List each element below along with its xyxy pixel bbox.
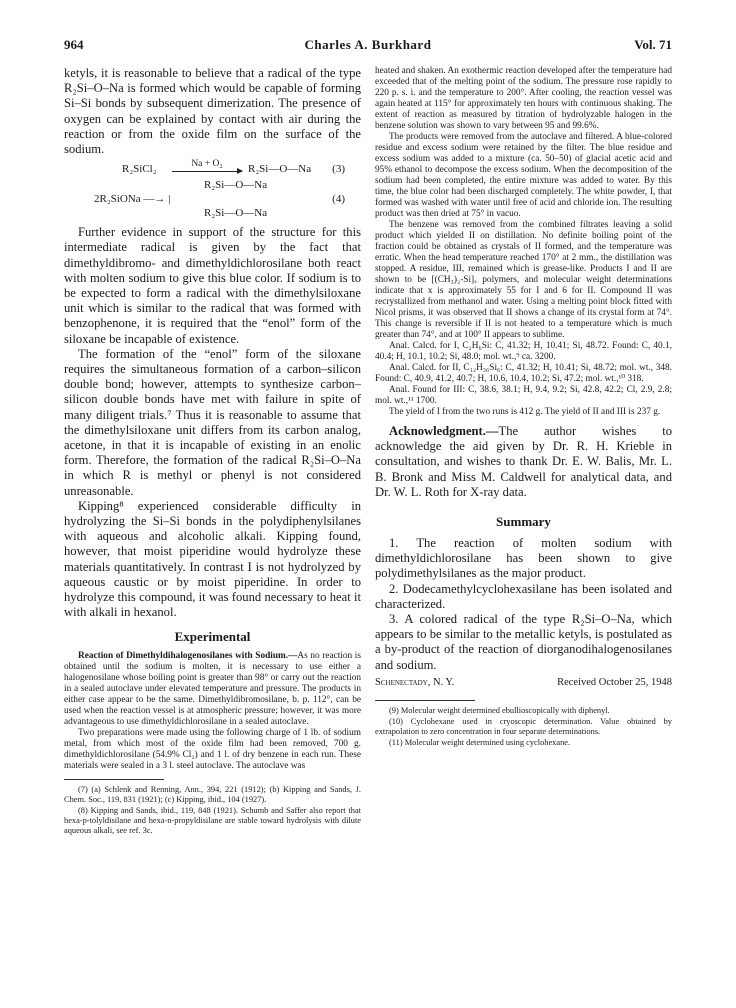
- footnote-7: (7) (a) Schlenk and Renning, Ann., 394, 221 (1912); (b) Kipping and Sands, J. Chem. Soc., 119, 831 (1921); (c) Kipping, ibid., 104 (1927).: [64, 784, 361, 804]
- footnote-rule-right: [375, 700, 475, 701]
- right-column: [375, 66, 672, 750]
- ack-text: The author wishes to acknowledge the aid given by Dr. R. H. Krieble in consultation, and wishes to thank Dr. E. W. Balis, Mr. L. B. Bronk and Miss M. Caldwell for analytical data, and Dr. W. L. Roth for X-ray data.: [375, 424, 672, 499]
- analysis-1: Anal. Calcd. for I, C₂H₆Si: C, 41.32; H, 10.41; Si, 48.72. Found: C, 40.1, 40.4; H, 10.1, 10.2; Si, 48.0; mol. wt.,⁹ ca. 3200.: [375, 341, 672, 362]
- eq3-arrow: [172, 159, 242, 172]
- footnote-8: (8) Kipping and Sands, ibid., 119, 848 (1921). Schumb and Saffer also report that hexa-p-tolyldisilane and hexa-n-propyldisilane are stable toward hydrolysis with dilute aqueous alkali, see ref. 3c.: [64, 805, 361, 836]
- running-author: Charles A. Burkhard: [304, 37, 432, 52]
- footnote-10: (10) Cyclohexane used in cryoscopic determination. Value obtained by extrapolation to zero concentration in four separate determinations.: [375, 717, 672, 737]
- eq4-number: (4): [332, 193, 345, 206]
- summary-item-1: 1. The reaction of molten sodium with dimethyldichlorosilane has been shown to give polydimethylsilanes as the major product.: [375, 536, 672, 581]
- yield-text: The yield of I from the two runs is 412 g. The yield of II and III is 237 g.: [389, 407, 661, 417]
- ack-heading: Acknowledgment.—: [389, 424, 499, 438]
- analysis-2: Anal. Calcd. for II, C₁₂H₃₆Si₆: C, 41.32; H, 10.41; Si, 48.72; mol. wt., 348. Found: C, 40.9, 41.2, 40.7; H, 10.6, 10.4, 10.2; Si, 47.2; mol. wt.,¹⁰ 318.: [375, 363, 672, 384]
- page-number: 964: [64, 37, 84, 52]
- footnote-11: (11) Molecular weight determined using cyclohexane.: [389, 738, 571, 748]
- eq4-bottom: R₂Si—O—Na: [204, 207, 268, 220]
- paragraph-enol: The formation of the “enol” form of the siloxane requires the simultaneous formation of a carbon–silicon double bond; however, attempts to synthesize carbon–silicon double bonds have met with failure in spite of many diligent trials.⁷ Thus it is reasonable to assume that the dimethylsiloxane unit differs from its carbon analog, acetone, in that it is incapable of existing in an enolic form. Therefore, the formation of the radical R₂Si–O–Na in which R is methyl or phenyl is not considered unreasonable.: [64, 346, 361, 498]
- volume-label: Vol. 71: [634, 37, 672, 52]
- acknowledgment: [375, 424, 672, 500]
- equation-3: [64, 159, 361, 177]
- experimental-text-1: As no reaction is obtained until the sodium is molten, it is necessary to use either a halogenosilane whose boiling point is greater than 98° or carry out the reaction in a sealed autoclave under elevated temperature and pressure. The products in either case appear to be the same. Dimethyldibromosilane, b. p. 112°, can be used when the reaction vessel is at atmospheric pressure; however, it was more advantageous to use dimethyldichlorosilane in a sealed autoclave.: [64, 650, 361, 727]
- eq3-reagents: Na + O₂: [191, 159, 223, 170]
- paragraph-benzene: The benzene was removed from the combined filtrates leaving a solid product which yielded II on distillation. No definite boiling point of the fraction could be obtained as crystals of II formed, and the temperature was erratic. When the head temperature reached 170° at 2 mm., the distillation was stopped. A residue, III, remained which is grease-like. Products I and II are shown to be [(CH₃)₂-Si]ₓ polymers, and molecular weight determinations indicate that x is approximately 55 for I and 6 for II. Compound II was recrystallized from methanol and water. Using a melting point block fitted with Nicol prisms, it was observed that II shows a change of its crystal form at 74°. This change is reversible if II is not heated to a temperature which is much greater than 74°, and at 100° II appears to sublime.: [375, 220, 672, 340]
- runin-heading: Reaction of Dimethyldihalogenosilanes with Sodium.—: [78, 650, 298, 661]
- paragraph-products: The products were removed from the autoclave and filtered. A blue-colored residue and excess sodium were retained by the filter. The blue residue and excess sodium was added to a mixture (ca. 50–50) of glacial acetic acid and 95% ethanol to decompose the excess sodium. When the decomposition of the sodium had been completed, the entire mixture was added to water. By this time, the blue color had been discharged completely. The white powder, I, that formed was washed with water until free of acid and chloride ion. The resulting product was then dried at 75° in vacuo.: [375, 132, 672, 219]
- location: Schenectady, N. Y.: [375, 676, 455, 688]
- paragraph-ketyls: ketyls, it is reasonable to believe that a radical of the type R₂Si–O–Na is formed which would be capable of forming Si–Si bonds by subsequent dimerization. The presence of oxygen can be explained by contact with air during the reaction or from the oxide film on the surface of the sodium.: [64, 66, 361, 157]
- paragraph-evidence: Further evidence in support of the structure for this intermediate radical is given by the fact that dimethyldibromo- and dimethyldichlorosilane both react with molten sodium to give this blue color. If sodium is to be expected to form a radical with the dimethylsiloxane unit which is similar to the radical that was formed with benzophenone, it is required that the “enol” form of the siloxane be incapable of existence.: [64, 225, 361, 346]
- running-header: [64, 37, 672, 57]
- section-title-experimental: Experimental: [174, 628, 251, 644]
- footnote-9: (9) Molecular weight determined ebullioscopically with diphenyl.: [389, 705, 610, 715]
- summary-item-3: 3. A colored radical of the type R₂Si–O–Na, which appears to be similar to the metallic ketyls, is postulated as a by-product of the reaction of diorganodihalogenosilanes and sodium.: [375, 612, 672, 672]
- footnote-rule: [64, 779, 164, 780]
- summary-item-2: 2. Dodecamethylcyclohexasilane has been isolated and characterized.: [375, 581, 672, 611]
- eq3-product: R₂Si—O—Na: [248, 163, 312, 176]
- section-title-summary: Summary: [496, 514, 551, 530]
- left-column: [64, 66, 361, 838]
- eq4-top: R₂Si—O—Na: [204, 179, 268, 192]
- paragraph-experimental-2: Two preparations were made using the following charge of 1 lb. of sodium metal, from which most of the oxide film had been removed, 700 g. dimethyldichlorosilane (54.9% Cl₂) and 1 l. of dry benzene in each run. These materials were sealed in a 3 l. steel autoclave. The autoclave was: [64, 727, 361, 771]
- analysis-3: Anal. Found for III: C, 38.6, 38.1; H, 9.4, 9.2; Si, 42.8, 42.2; Cl, 2.9, 2.8; mol. wt.,¹¹ 1700.: [375, 385, 672, 406]
- paragraph-experimental-1: [64, 651, 361, 728]
- eq3-number: (3): [332, 163, 345, 176]
- received-date: Received October 25, 1948: [557, 676, 672, 688]
- equation-4: [64, 179, 361, 219]
- paragraph-kipping: Kipping⁸ experienced considerable difficulty in hydrolyzing the Si–Si bonds in the polydiphenylsilanes with aqueous and alcoholic alkali. Kipping found, however, that moist piperidine would hydrolyze these materials quantitatively. In contrast I is not hydrolyzed by aqueous caustic or by moist piperidine. In order to hydrolyze this compound, it was found necessary to heat it with alkali in hexanol.: [64, 498, 361, 620]
- eq3-reactant: R₂SiCl₂: [122, 163, 157, 176]
- eq4-mid: 2R₂SiONa —→ |: [94, 193, 171, 206]
- signature-line: [375, 677, 672, 693]
- paragraph-heated: heated and shaken. An exothermic reaction developed after the temperature had exceeded that of the melting point of the sodium. The pressure rose rapidly to 220 p. s. i. and the temperature to 200°. After cooling, the reaction vessel was again heated at 115° for approximately ten hours with continuous shaking. The extent of reaction as measured by titration of hydrolyzable halogen in the benzene solution was shown to vary between 95 and 99.6%.: [375, 66, 672, 131]
